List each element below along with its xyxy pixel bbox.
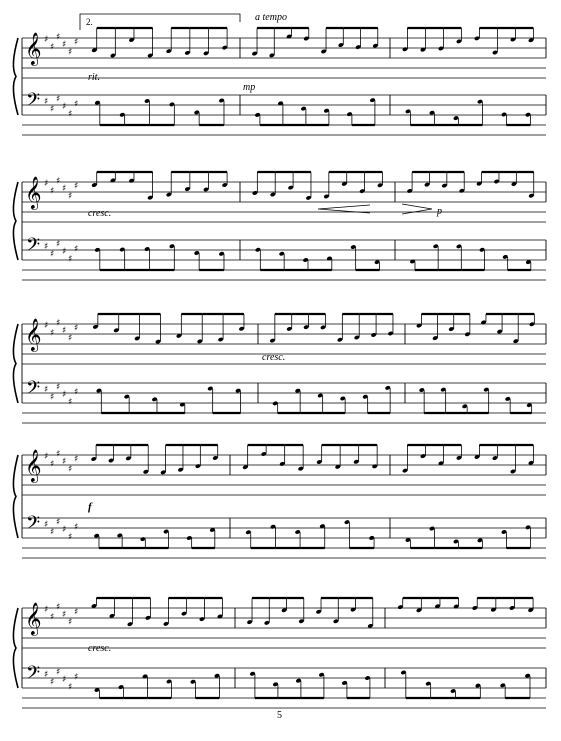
sharp-icon: ♯: [68, 333, 73, 344]
bass-clef-icon: 𝄢: [26, 90, 41, 115]
bass-clef-icon: 𝄢: [26, 235, 41, 260]
bass-clef-icon: 𝄢: [26, 663, 41, 688]
sharp-icon: ♯: [62, 326, 67, 336]
sharp-icon: ♯: [56, 32, 61, 43]
system-2: [13, 176, 546, 280]
sharp-icon: ♯: [62, 525, 67, 535]
sharp-icon: ♯: [74, 181, 79, 192]
note-group: [402, 28, 534, 55]
sharp-icon: ♯: [62, 390, 67, 400]
sharp-icon: ♯: [62, 184, 67, 194]
sharp-icon: ♯: [74, 454, 79, 465]
note-group: [94, 244, 224, 270]
sharp-icon: ♯: [44, 452, 49, 462]
sharp-icon: ♯: [50, 249, 55, 260]
brace: [13, 608, 18, 688]
page-number: 5: [277, 710, 282, 721]
brace: [13, 182, 18, 260]
sharp-icon: ♯: [44, 97, 49, 107]
sharp-icon: ♯: [56, 449, 61, 460]
note-group: [254, 97, 375, 125]
sharp-icon: ♯: [50, 328, 55, 339]
sharp-icon: ♯: [68, 532, 73, 543]
sharp-icon: ♯: [74, 607, 79, 618]
system-5: [13, 602, 546, 708]
brace: [13, 324, 18, 403]
treble-clef-icon: 𝄞: [25, 602, 42, 635]
dynamic-f: f: [88, 501, 92, 513]
sharp-icon: ♯: [44, 242, 49, 252]
note-group: [91, 445, 219, 475]
sharp-icon: ♯: [44, 520, 49, 530]
note-group: [419, 387, 533, 413]
sharp-icon: ♯: [68, 191, 73, 202]
note-group: [416, 314, 535, 344]
sharp-icon: ♯: [68, 464, 73, 475]
sharp-icon: ♯: [74, 522, 79, 533]
note-group: [242, 445, 378, 471]
sharp-icon: ♯: [68, 254, 73, 265]
sharp-icon: ♯: [68, 109, 73, 120]
sharp-icon: ♯: [56, 94, 61, 105]
note-group: [402, 445, 534, 474]
notes-layer: [91, 28, 535, 698]
hairpin-diminuendo: [402, 204, 432, 214]
sharp-icon: ♯: [50, 459, 55, 470]
note-group: [272, 385, 391, 413]
note-group: [255, 244, 380, 270]
sharp-icon: ♯: [74, 244, 79, 255]
brace: [13, 455, 18, 538]
note-group: [252, 28, 379, 58]
bass-clef-icon: 𝄢: [26, 378, 41, 403]
system-4: [13, 449, 546, 558]
note-group: [92, 314, 244, 344]
sharp-icon: ♯: [56, 517, 61, 528]
note-group: [397, 598, 534, 613]
note-group: [93, 527, 215, 548]
sharp-icon: ♯: [74, 672, 79, 683]
sharp-icon: ♯: [68, 682, 73, 693]
note-group: [407, 172, 535, 198]
sharp-icon: ♯: [68, 47, 73, 58]
sharp-icon: ♯: [74, 323, 79, 334]
note-group: [245, 519, 375, 548]
sharp-icon: ♯: [62, 457, 67, 467]
sharp-icon: ♯: [44, 670, 49, 680]
sharp-icon: ♯: [74, 387, 79, 398]
sharp-icon: ♯: [56, 602, 61, 613]
note-group: [94, 98, 224, 125]
tempo-marking-a-tempo: a tempo: [255, 12, 287, 23]
volta-label: 2.: [86, 17, 93, 27]
sharp-icon: ♯: [56, 176, 61, 187]
sharp-icon: ♯: [44, 321, 49, 331]
expression-cresc-system5: cresc.: [88, 643, 112, 654]
expression-cresc-system2: cresc.: [88, 208, 112, 219]
sharp-icon: ♯: [50, 392, 55, 403]
sharp-icon: ♯: [44, 35, 49, 45]
sharp-icon: ♯: [74, 37, 79, 48]
sharp-icon: ♯: [62, 247, 67, 257]
note-group: [269, 314, 393, 343]
note-group: [91, 598, 223, 627]
treble-clef-icon: 𝄞: [25, 176, 42, 209]
expression-cresc-system3: cresc.: [262, 352, 286, 363]
sharp-icon: ♯: [56, 318, 61, 329]
bass-clef-icon: 𝄢: [26, 513, 41, 538]
expression-rit: rit.: [88, 72, 100, 83]
sharp-icon: ♯: [56, 239, 61, 250]
dynamic-p: p: [437, 206, 442, 217]
note-group: [247, 598, 374, 629]
note-group: [252, 172, 383, 201]
dynamic-mp: mp: [243, 82, 256, 93]
sharp-icon: ♯: [50, 186, 55, 197]
note-group: [91, 28, 228, 58]
sharp-icon: ♯: [62, 675, 67, 685]
note-group: [405, 99, 531, 125]
sharp-icon: ♯: [62, 610, 67, 620]
sharp-icon: ♯: [68, 397, 73, 408]
sharp-icon: ♯: [44, 385, 49, 395]
sharp-icon: ♯: [62, 40, 67, 50]
sharp-icon: ♯: [50, 612, 55, 623]
treble-clef-icon: 𝄞: [25, 318, 42, 351]
sharp-icon: ♯: [44, 179, 49, 189]
note-group: [400, 670, 530, 698]
note-group: [249, 671, 370, 698]
system-1: [13, 32, 546, 135]
treble-clef-icon: 𝄞: [25, 32, 42, 65]
sharp-icon: ♯: [74, 99, 79, 110]
note-group: [409, 244, 531, 270]
sharp-icon: ♯: [56, 382, 61, 393]
sharp-icon: ♯: [44, 605, 49, 615]
sharp-icon: ♯: [50, 42, 55, 53]
note-group: [96, 386, 241, 413]
sharp-icon: ♯: [56, 667, 61, 678]
sharp-icon: ♯: [68, 617, 73, 628]
sharp-icon: ♯: [50, 104, 55, 115]
note-group: [91, 172, 228, 200]
sharp-icon: ♯: [50, 677, 55, 688]
note-group: [94, 673, 220, 698]
sharp-icon: ♯: [62, 102, 67, 112]
sharp-icon: ♯: [50, 527, 55, 538]
brace: [13, 38, 18, 115]
treble-clef-icon: 𝄞: [25, 449, 42, 482]
